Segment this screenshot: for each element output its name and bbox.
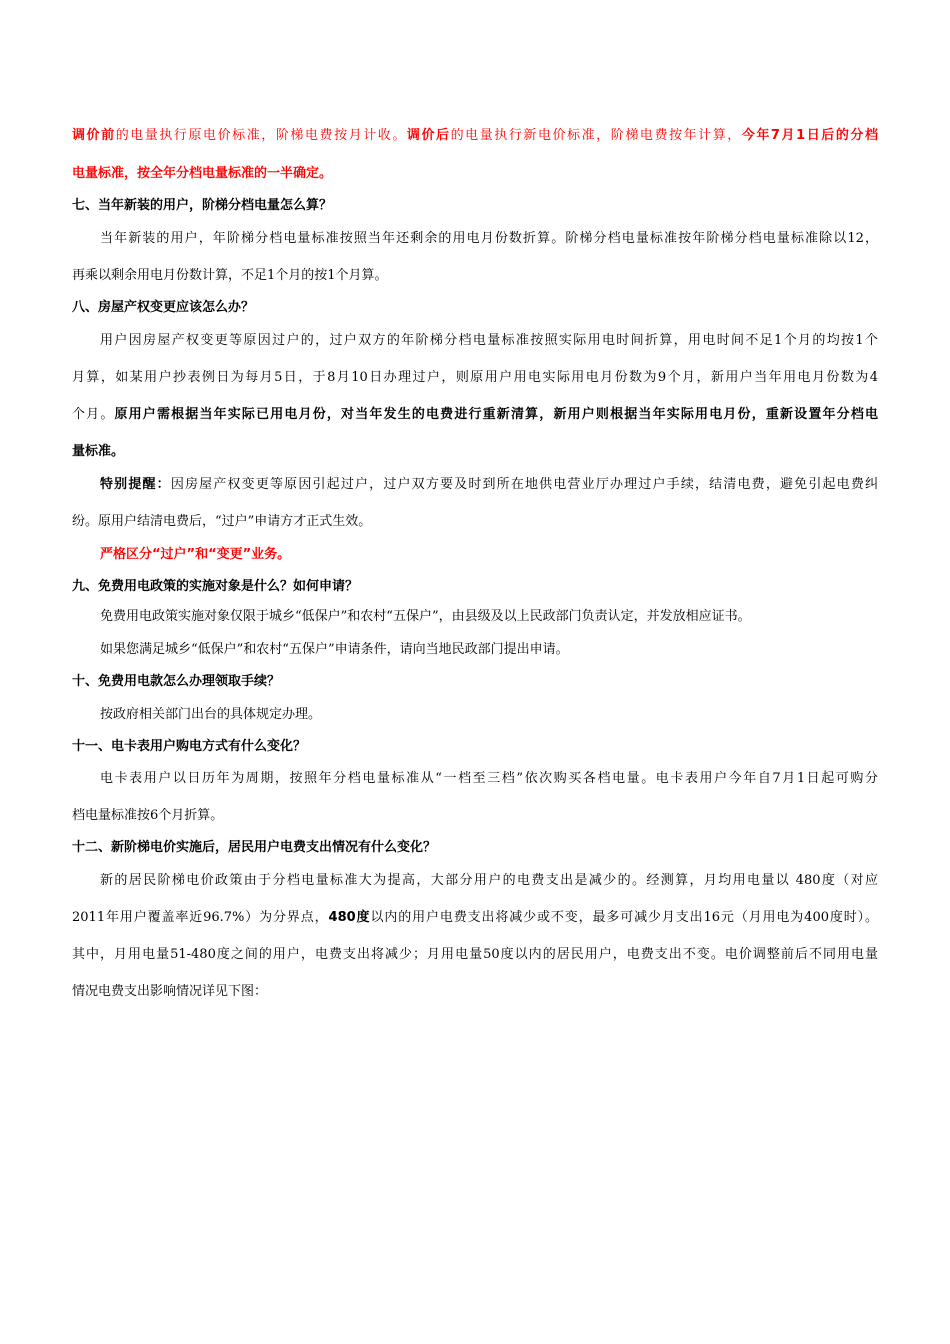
tip-label: 特别提醒： [100,477,171,492]
section-8-line3-start: 个月。 [72,407,115,422]
section-10-line1: 按政府相关部门出台的具体规定办理。 [100,707,322,722]
before-adjust-text: 的电量执行原电价标准，阶梯电费按月计收。 [115,128,407,143]
section-12-line1: 新的居民阶梯电价政策由于分档电量标准大为提高，大部分用户的电费支出是减少的。经测算，月均用电量以 480度（对应 [100,873,878,888]
section-12-line4: 情况电费支出影响情况详见下图： [72,984,268,999]
section-12-line2 [72,909,878,927]
july-standard-text: 今年7月1日后的分档 [741,128,878,143]
section-8-line3 [72,406,878,424]
heading-section-10: 十、免费用电款怎么办理领取手续？ [72,674,281,689]
heading-section-7: 七、当年新装的用户，阶梯分档电量怎么算？ [72,198,333,213]
section-11-line1: 电卡表用户以日历年为周期，按照年分档电量标准从“一档至三档”依次购买各档电量。电卡表用户今年自7月1日起可购分 [100,771,878,786]
section-12-480-bold: 480度 [328,910,371,925]
after-adjust-text: 的电量执行新电价标准，阶梯电费按年计算， [450,128,742,143]
after-adjust-label: 调价后 [406,128,451,143]
heading-section-8: 八、房屋产权变更应该怎么办？ [72,300,255,315]
section-7-line1: 当年新装的用户，年阶梯分档电量标准按照当年还剩余的用电月份数折算。阶梯分档电量标准按年阶梯分档电量标准除以12， [100,231,878,246]
section-12-line3: 其中，月用电量51-480度之间的用户，电费支出将减少；月用电量50度以内的居民用户，电费支出不变。电价调整前后不同用电量 [72,947,878,962]
section-8-tip-line2: 纷。原用户结清电费后，“过户”申请方才正式生效。 [72,514,372,529]
paragraph-price-adjustment-line2: 电量标准，按全年分档电量标准的一半确定。 [72,166,333,181]
section-8-line2: 月算，如某用户抄表例日为每月5日，于8月10日办理过户，则原用户用电实际用电月份数为9个月，新用户当年用电月份数为4 [72,370,878,385]
paragraph-price-adjustment-line1 [72,127,878,145]
section-8-line1: 用户因房屋产权变更等原因过户的，过户双方的年阶梯分档电量标准按照实际用电时间折算，用电时间不足1个月的均按1个 [100,333,878,348]
before-adjust-label: 调价前 [72,128,116,143]
section-9-line1: 免费用电政策实施对象仅限于城乡“低保户”和农村“五保户”，由县级及以上民政部门负责认定，并发放相应证书。 [100,609,751,624]
section-8-bold-text: 原用户需根据当年实际已用电月份，对当年发生的电费进行重新清算，新用户则根据当年实际用电月份，重新设置年分档电 [114,407,878,422]
section-11-line2: 档电量标准按6个月折算。 [72,808,224,823]
section-8-line4: 量标准。 [72,444,125,459]
heading-section-11: 十一、电卡表用户购电方式有什么变化？ [72,739,307,754]
section-8-tip [100,476,878,494]
heading-section-9: 九、免费用电政策的实施对象是什么？如何申请？ [72,579,359,594]
section-12-line2-end: 以内的用户电费支出将减少或不变，最多可减少月支出16元（月用电为400度时）。 [370,910,878,925]
section-12-line2-start: 2011年用户覆盖率近96.7%）为分界点， [72,910,329,925]
heading-section-12: 十二、新阶梯电价实施后，居民用户电费支出情况有什么变化？ [72,840,437,855]
section-9-line2: 如果您满足城乡“低保户”和农村“五保户”申请条件，请向当地民政部门提出申请。 [100,642,569,657]
section-7-line2: 再乘以剩余用电月份数计算，不足1个月的按1个月算。 [72,268,388,283]
section-8-warning: 严格区分“过户”和“变更”业务。 [100,547,291,562]
tip-text: 因房屋产权变更等原因引起过户，过户双方要及时到所在地供电营业厅办理过户手续，结清电费，避免引起电费纠 [170,477,878,492]
